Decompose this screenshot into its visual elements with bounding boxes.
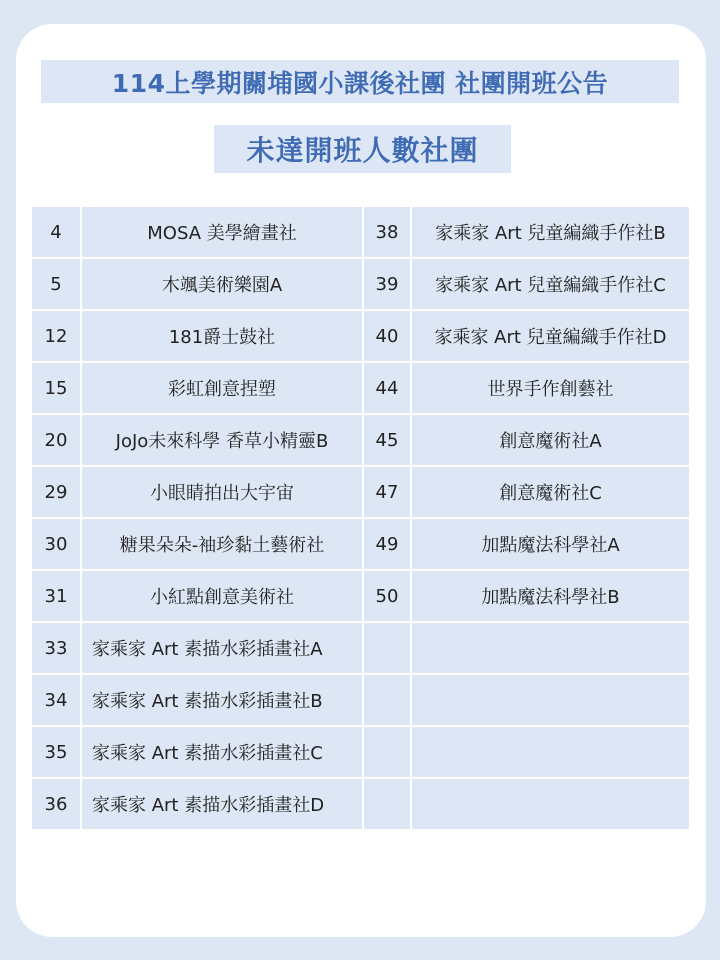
club-name: 家乘家 Art 素描水彩插畫社C xyxy=(82,727,364,779)
table-row xyxy=(32,363,689,415)
table-row xyxy=(32,779,689,829)
club-name: 181爵士鼓社 xyxy=(82,311,364,363)
club-number xyxy=(364,727,412,779)
table-row xyxy=(32,519,689,571)
subtitle-banner xyxy=(214,125,511,173)
club-name: 加點魔法科學社B xyxy=(412,571,689,623)
table-row xyxy=(32,571,689,623)
club-number: 30 xyxy=(32,519,82,571)
club-number: 12 xyxy=(32,311,82,363)
club-number: 20 xyxy=(32,415,82,467)
table-row xyxy=(32,467,689,519)
club-name: 家乘家 Art 素描水彩插畫社D xyxy=(82,779,364,829)
club-number: 4 xyxy=(32,207,82,259)
club-name: JoJo未來科學 香草小精靈B xyxy=(82,415,364,467)
club-name: 家乘家 Art 素描水彩插畫社A xyxy=(82,623,364,675)
club-number: 44 xyxy=(364,363,412,415)
table-row xyxy=(32,207,689,259)
club-number: 49 xyxy=(364,519,412,571)
club-name: 創意魔術社C xyxy=(412,467,689,519)
table-row xyxy=(32,727,689,779)
club-number: 39 xyxy=(364,259,412,311)
table-row xyxy=(32,311,689,363)
table-row xyxy=(32,623,689,675)
club-name: 家乘家 Art 素描水彩插畫社B xyxy=(82,675,364,727)
title-banner xyxy=(41,60,679,103)
club-name: 家乘家 Art 兒童編織手作社D xyxy=(412,311,689,363)
club-number: 15 xyxy=(32,363,82,415)
table-row xyxy=(32,259,689,311)
club-number: 36 xyxy=(32,779,82,829)
club-name: 彩虹創意捏塑 xyxy=(82,363,364,415)
club-name: 家乘家 Art 兒童編織手作社C xyxy=(412,259,689,311)
club-number xyxy=(364,675,412,727)
club-name: 創意魔術社A xyxy=(412,415,689,467)
club-name: 家乘家 Art 兒童編織手作社B xyxy=(412,207,689,259)
club-number: 31 xyxy=(32,571,82,623)
club-number: 45 xyxy=(364,415,412,467)
club-name xyxy=(412,623,689,675)
club-number: 35 xyxy=(32,727,82,779)
club-name: 小眼睛拍出大宇宙 xyxy=(82,467,364,519)
club-number: 47 xyxy=(364,467,412,519)
club-number: 5 xyxy=(32,259,82,311)
club-number xyxy=(364,779,412,829)
club-number: 33 xyxy=(32,623,82,675)
page-title: 114上學期關埔國小課後社團 社團開班公告 xyxy=(111,68,609,98)
club-name xyxy=(412,727,689,779)
club-name xyxy=(412,675,689,727)
table-row xyxy=(32,415,689,467)
club-number: 40 xyxy=(364,311,412,363)
club-number: 38 xyxy=(364,207,412,259)
club-number: 34 xyxy=(32,675,82,727)
club-name: MOSA 美學繪畫社 xyxy=(82,207,364,259)
club-name: 小紅點創意美術社 xyxy=(82,571,364,623)
club-name: 木颯美術樂園A xyxy=(82,259,364,311)
club-number xyxy=(364,623,412,675)
table-row xyxy=(32,675,689,727)
club-name: 加點魔法科學社A xyxy=(412,519,689,571)
club-number: 50 xyxy=(364,571,412,623)
club-number: 29 xyxy=(32,467,82,519)
clubs-table xyxy=(32,207,689,829)
section-heading: 未達開班人數社團 xyxy=(246,134,479,167)
club-name xyxy=(412,779,689,829)
club-name: 世界手作創藝社 xyxy=(412,363,689,415)
club-name: 糖果朵朵-袖珍黏土藝術社 xyxy=(82,519,364,571)
